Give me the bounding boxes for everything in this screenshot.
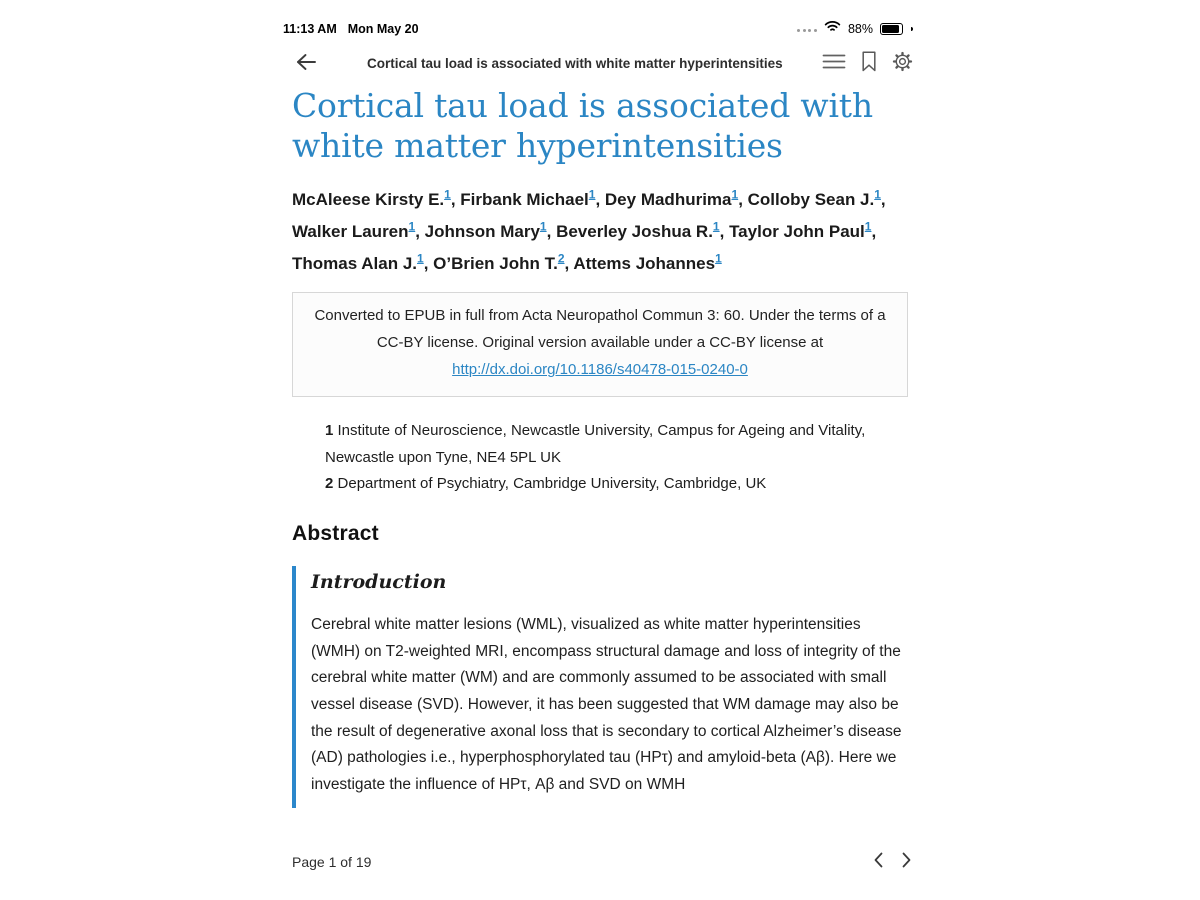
affiliation-text: Institute of Neuroscience, Newcastle University, Campus for Ageing and Vitality, Newcastle upon Tyne, NE4 5PL UK (325, 422, 866, 466)
affiliation-item (325, 418, 908, 471)
battery-nub (911, 27, 913, 32)
abstract-introduction-section (292, 566, 908, 808)
author (729, 219, 876, 241)
nav-actions (822, 51, 913, 75)
status-left (283, 22, 419, 36)
author-name: Taylor John Paul (729, 221, 865, 241)
chevron-right-icon (901, 852, 912, 871)
author (292, 219, 425, 241)
author-ref-link[interactable]: 1 (864, 219, 872, 234)
nav-title: Cortical tau load is associated with white matter hyperintensities (367, 55, 783, 71)
affiliation-list (292, 418, 908, 498)
affiliation-number: 1 (325, 422, 334, 440)
contents-menu-button[interactable] (822, 53, 846, 73)
back-arrow-icon (295, 52, 317, 75)
author-name: O’Brien John T. (433, 253, 558, 273)
pager-footer (292, 852, 912, 871)
author (433, 251, 573, 273)
author-ref-link[interactable]: 1 (588, 187, 596, 201)
author-ref-link[interactable]: 2 (557, 251, 565, 266)
previous-page-button[interactable] (873, 852, 884, 871)
affiliation-text: Department of Psychiatry, Cambridge University, Cambridge, UK (337, 475, 767, 493)
author-ref-link[interactable]: 1 (715, 251, 722, 266)
author-name: Colloby Sean J. (747, 189, 875, 209)
affiliation-item (325, 471, 908, 498)
battery-percent: 88% (847, 22, 873, 36)
status-date: Mon May 20 (347, 22, 419, 36)
gear-icon (892, 51, 913, 75)
author-ref-link[interactable]: 1 (731, 187, 739, 201)
chevron-left-icon (873, 852, 884, 871)
author (556, 219, 729, 241)
author-list (292, 181, 908, 277)
article-title: Cortical tau load is associated with white matter hyperintensities (292, 86, 873, 165)
section-heading: Introduction (311, 570, 447, 593)
article-content (292, 86, 908, 808)
reader-app (283, 0, 913, 900)
hamburger-menu-icon (822, 53, 846, 73)
wifi-icon (824, 20, 841, 38)
author (424, 219, 556, 241)
author (747, 187, 886, 209)
back-button[interactable] (295, 52, 317, 75)
license-note-text: Converted to EPUB in full from Acta Neuropathol Commun 3: 60. Under the terms of a CC-BY license. Original version available under a CC-BY license at (314, 307, 886, 352)
author-name: Dey Madhurima (604, 189, 732, 209)
author (573, 251, 722, 273)
author (460, 187, 605, 209)
cellular-dots-icon (797, 29, 817, 32)
status-right (797, 20, 913, 38)
doi-link[interactable]: http://dx.doi.org/10.1186/s40478-015-0240-0 (452, 361, 748, 379)
section-body: Cerebral white matter lesions (WML), visualized as white matter hyperintensities (WMH) on T2-weighted MRI, encompass structural damage and loss of integrity of the cerebral white matter (WM) and are commonly assumed to be associated with small vessel disease (SVD). However, it has been suggested that WM damage may also be the result of degenerative axonal loss that is secondary to cortical Alzheimer’s disease (AD) pathologies i.e., hyperphosphorylated tau (HPτ) and amyloid-beta (Aβ). Here we investigate the influence of HPτ, Aβ and SVD on WMH (311, 615, 902, 794)
status-bar (283, 0, 913, 37)
bookmark-icon (861, 51, 877, 75)
author-name: Walker Lauren (292, 221, 409, 241)
author-ref-link[interactable]: 1 (539, 219, 547, 234)
page-indicator: Page 1 of 19 (292, 853, 372, 870)
author-name: Beverley Joshua R. (556, 221, 713, 241)
author-ref-link[interactable]: 1 (417, 251, 424, 266)
author-name: Thomas Alan J. (292, 253, 418, 273)
author (292, 187, 460, 209)
author-name: Firbank Michael (460, 189, 589, 209)
affiliation-number: 2 (325, 475, 334, 493)
author-ref-link[interactable]: 1 (408, 219, 416, 234)
author-ref-link[interactable]: 1 (874, 187, 881, 201)
settings-button[interactable] (892, 51, 913, 75)
author-ref-link[interactable]: 1 (712, 219, 720, 234)
author (604, 187, 748, 209)
author-name: McAleese Kirsty E. (292, 189, 445, 209)
author-name: Johnson Mary (424, 221, 540, 241)
author (292, 251, 433, 273)
status-time: 11:13 AM (283, 22, 337, 36)
nav-bar (283, 49, 913, 77)
abstract-heading: Abstract (292, 521, 379, 545)
next-page-button[interactable] (901, 852, 912, 871)
author-ref-link[interactable]: 1 (444, 187, 451, 201)
battery-icon (880, 23, 903, 35)
pager-controls (873, 852, 912, 871)
author-name: Attems Johannes (573, 253, 716, 273)
license-note-box (292, 292, 908, 397)
bookmark-button[interactable] (861, 51, 877, 75)
